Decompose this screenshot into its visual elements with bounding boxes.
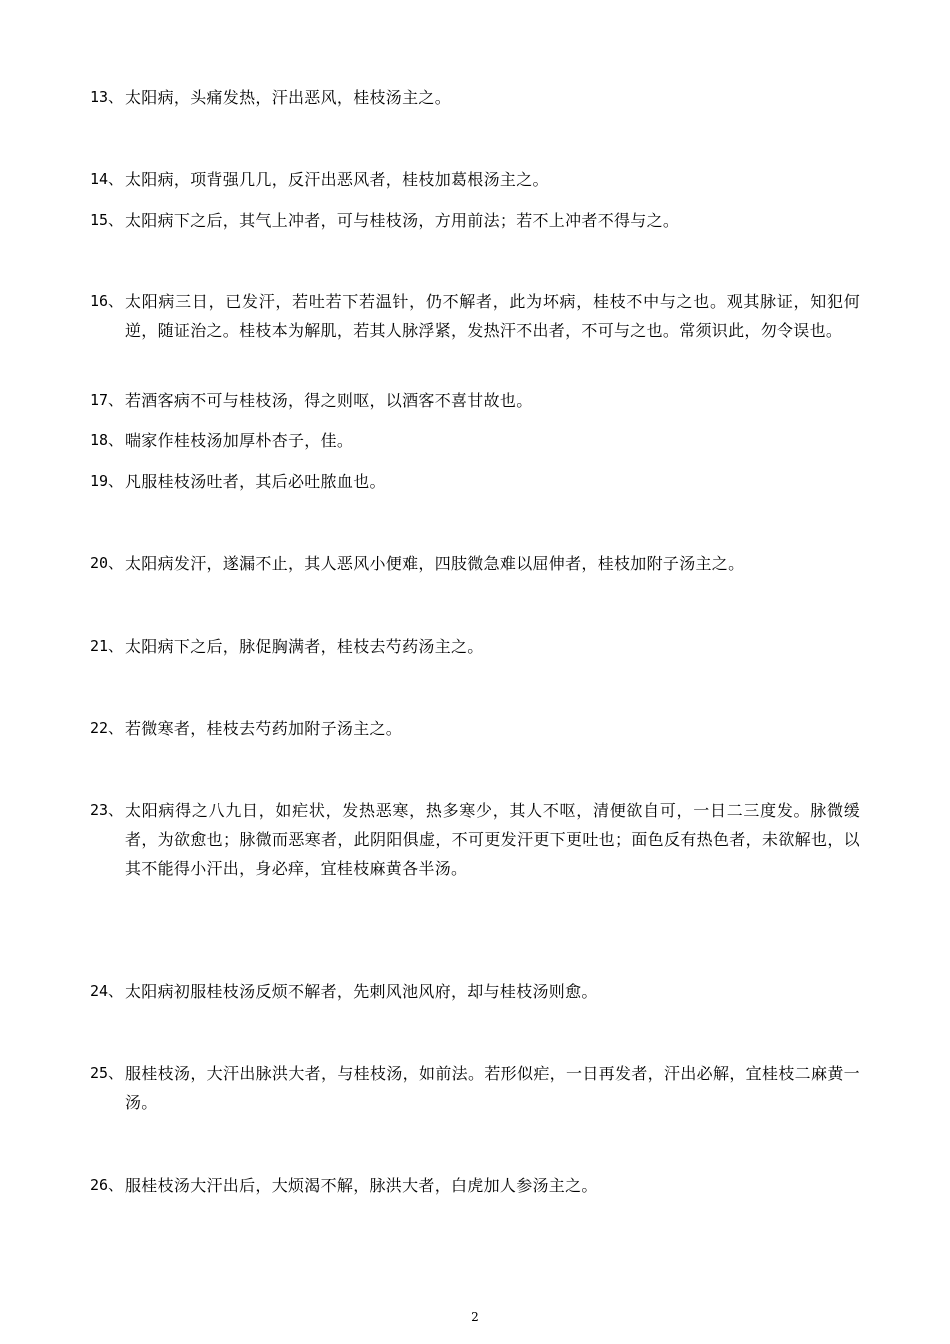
article-15: [90, 206, 860, 235]
article-number: 14、: [90, 170, 124, 188]
article-26: [90, 1171, 860, 1200]
article-21: [90, 632, 860, 661]
article-text: 太阳病下之后，脉促胸满者，桂枝去芍药汤主之。: [125, 637, 484, 656]
article-text: 若微寒者，桂枝去芍药加附子汤主之。: [125, 719, 403, 738]
article-text: 太阳病发汗，遂漏不止，其人恶风小便难，四肢微急难以屈伸者，桂枝加附子汤主之。: [125, 554, 745, 573]
article-number: 15、: [90, 211, 124, 229]
article-text: 太阳病三日，已发汗，若吐若下若温针，仍不解者，此为坏病，桂枝不中与之也。观其脉证，知犯何逆，随证治之。桂枝本为解肌，若其人脉浮紧，发热汗不出者，不可与之也。常须识此，勿令误也。: [125, 292, 860, 340]
article-number: 19、: [90, 472, 124, 490]
article-text: 太阳病，头痛发热，汗出恶风，桂枝汤主之。: [125, 88, 452, 107]
article-number: 16、: [90, 292, 124, 310]
article-16: [90, 287, 860, 345]
article-text: 太阳病得之八九日，如疟状，发热恶寒，热多寒少，其人不呕，清便欲自可，一日二三度发。脉微缓者，为欲愈也；脉微而恶寒者，此阴阳俱虚，不可更发汗更下更吐也；面色反有热色者，未欲解也，以其不能得小汗出，身必痒，宜桂枝麻黄各半汤。: [125, 801, 860, 878]
article-text: 服桂枝汤，大汗出脉洪大者，与桂枝汤，如前法。若形似疟，一日再发者，汗出必解，宜桂枝二麻黄一汤。: [125, 1064, 860, 1112]
article-text: 若酒客病不可与桂枝汤，得之则呕，以酒客不喜甘故也。: [125, 391, 533, 410]
article-19: [90, 467, 860, 496]
article-25: [90, 1059, 860, 1117]
article-17: [90, 386, 860, 415]
article-24: [90, 977, 860, 1006]
article-number: 20、: [90, 554, 124, 572]
article-22: [90, 714, 860, 743]
article-number: 13、: [90, 88, 124, 106]
article-18: [90, 426, 860, 455]
article-text: 太阳病初服桂枝汤反烦不解者，先刺风池风府，却与桂枝汤则愈。: [125, 982, 598, 1001]
article-text: 凡服桂枝汤吐者，其后必吐脓血也。: [125, 472, 386, 491]
article-number: 18、: [90, 431, 124, 449]
article-text: 太阳病下之后，其气上冲者，可与桂枝汤，方用前法；若不上冲者不得与之。: [125, 211, 680, 230]
article-number: 26、: [90, 1176, 124, 1194]
article-number: 24、: [90, 982, 124, 1000]
article-number: 17、: [90, 391, 124, 409]
article-13: [90, 83, 860, 112]
article-20: [90, 549, 860, 578]
article-number: 23、: [90, 801, 124, 819]
article-14: [90, 165, 860, 194]
article-text: 太阳病，项背强几几，反汗出恶风者，桂枝加葛根汤主之。: [125, 170, 549, 189]
article-number: 22、: [90, 719, 124, 737]
article-23: [90, 796, 860, 883]
article-number: 21、: [90, 637, 124, 655]
article-text: 喘家作桂枝汤加厚朴杏子，佳。: [125, 431, 354, 450]
page-number: 2: [471, 1310, 479, 1324]
article-text: 服桂枝汤大汗出后，大烦渴不解，脉洪大者，白虎加人参汤主之。: [125, 1176, 598, 1195]
article-number: 25、: [90, 1064, 124, 1082]
